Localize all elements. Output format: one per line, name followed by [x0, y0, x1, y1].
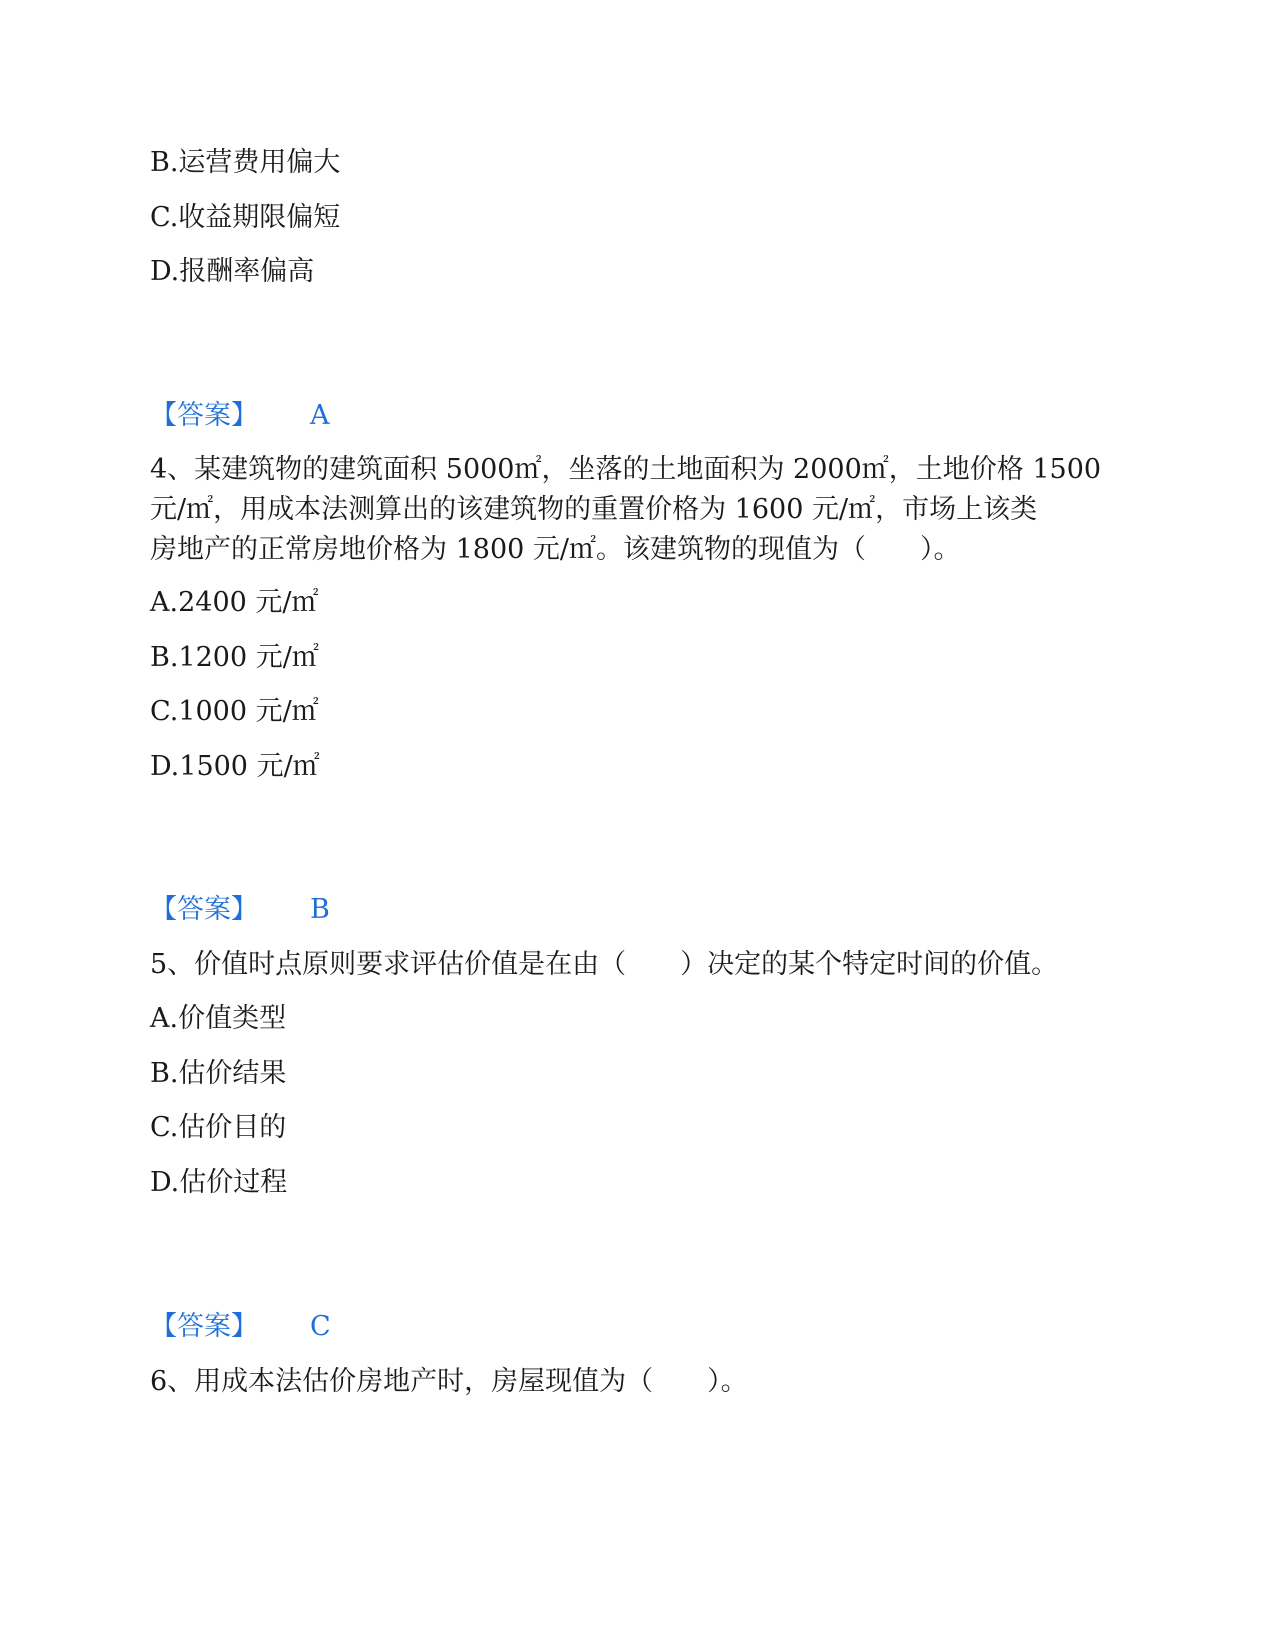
q4-question-line-2: 元/㎡，用成本法测算出的该建筑物的重置价格为 1600 元/㎡，市场上该类: [150, 494, 1038, 525]
q5-answer: [150, 1307, 331, 1347]
answer-value: B: [310, 894, 330, 925]
answer-label: 【答案】: [150, 400, 258, 431]
answer-label: 【答案】: [150, 894, 258, 925]
q3-answer: [150, 396, 330, 436]
q4-answer: [150, 890, 330, 930]
q4-option-b: B.1200 元/㎡: [150, 642, 319, 673]
q6-question: 6、用成本法估价房地产时，房屋现值为（ ）。: [150, 1366, 748, 1397]
answer-value: A: [310, 400, 330, 431]
q5-option-d: D.估价过程: [150, 1167, 288, 1198]
answer-value: C: [310, 1311, 331, 1342]
q5-option-a: A.价值类型: [150, 1003, 287, 1034]
q3-option-b: B.运营费用偏大: [150, 147, 341, 178]
q4-option-c: C.1000 元/㎡: [150, 696, 319, 727]
q4-question-line-1: 4、某建筑物的建筑面积 5000㎡，坐落的土地面积为 2000㎡，土地价格 1500: [150, 454, 1102, 485]
q5-option-c: C.估价目的: [150, 1112, 287, 1143]
answer-label: 【答案】: [150, 1311, 258, 1342]
q4-question-line-3: 房地产的正常房地价格为 1800 元/㎡。该建筑物的现值为（ ）。: [150, 534, 961, 565]
q5-option-b: B.估价结果: [150, 1058, 287, 1089]
q3-option-c: C.收益期限偏短: [150, 202, 341, 233]
q5-question: 5、价值时点原则要求评估价值是在由（ ）决定的某个特定时间的价值。: [150, 949, 1059, 980]
q3-option-d: D.报酬率偏高: [150, 256, 315, 287]
q4-option-a: A.2400 元/㎡: [150, 587, 319, 618]
q4-option-d: D.1500 元/㎡: [150, 751, 320, 782]
